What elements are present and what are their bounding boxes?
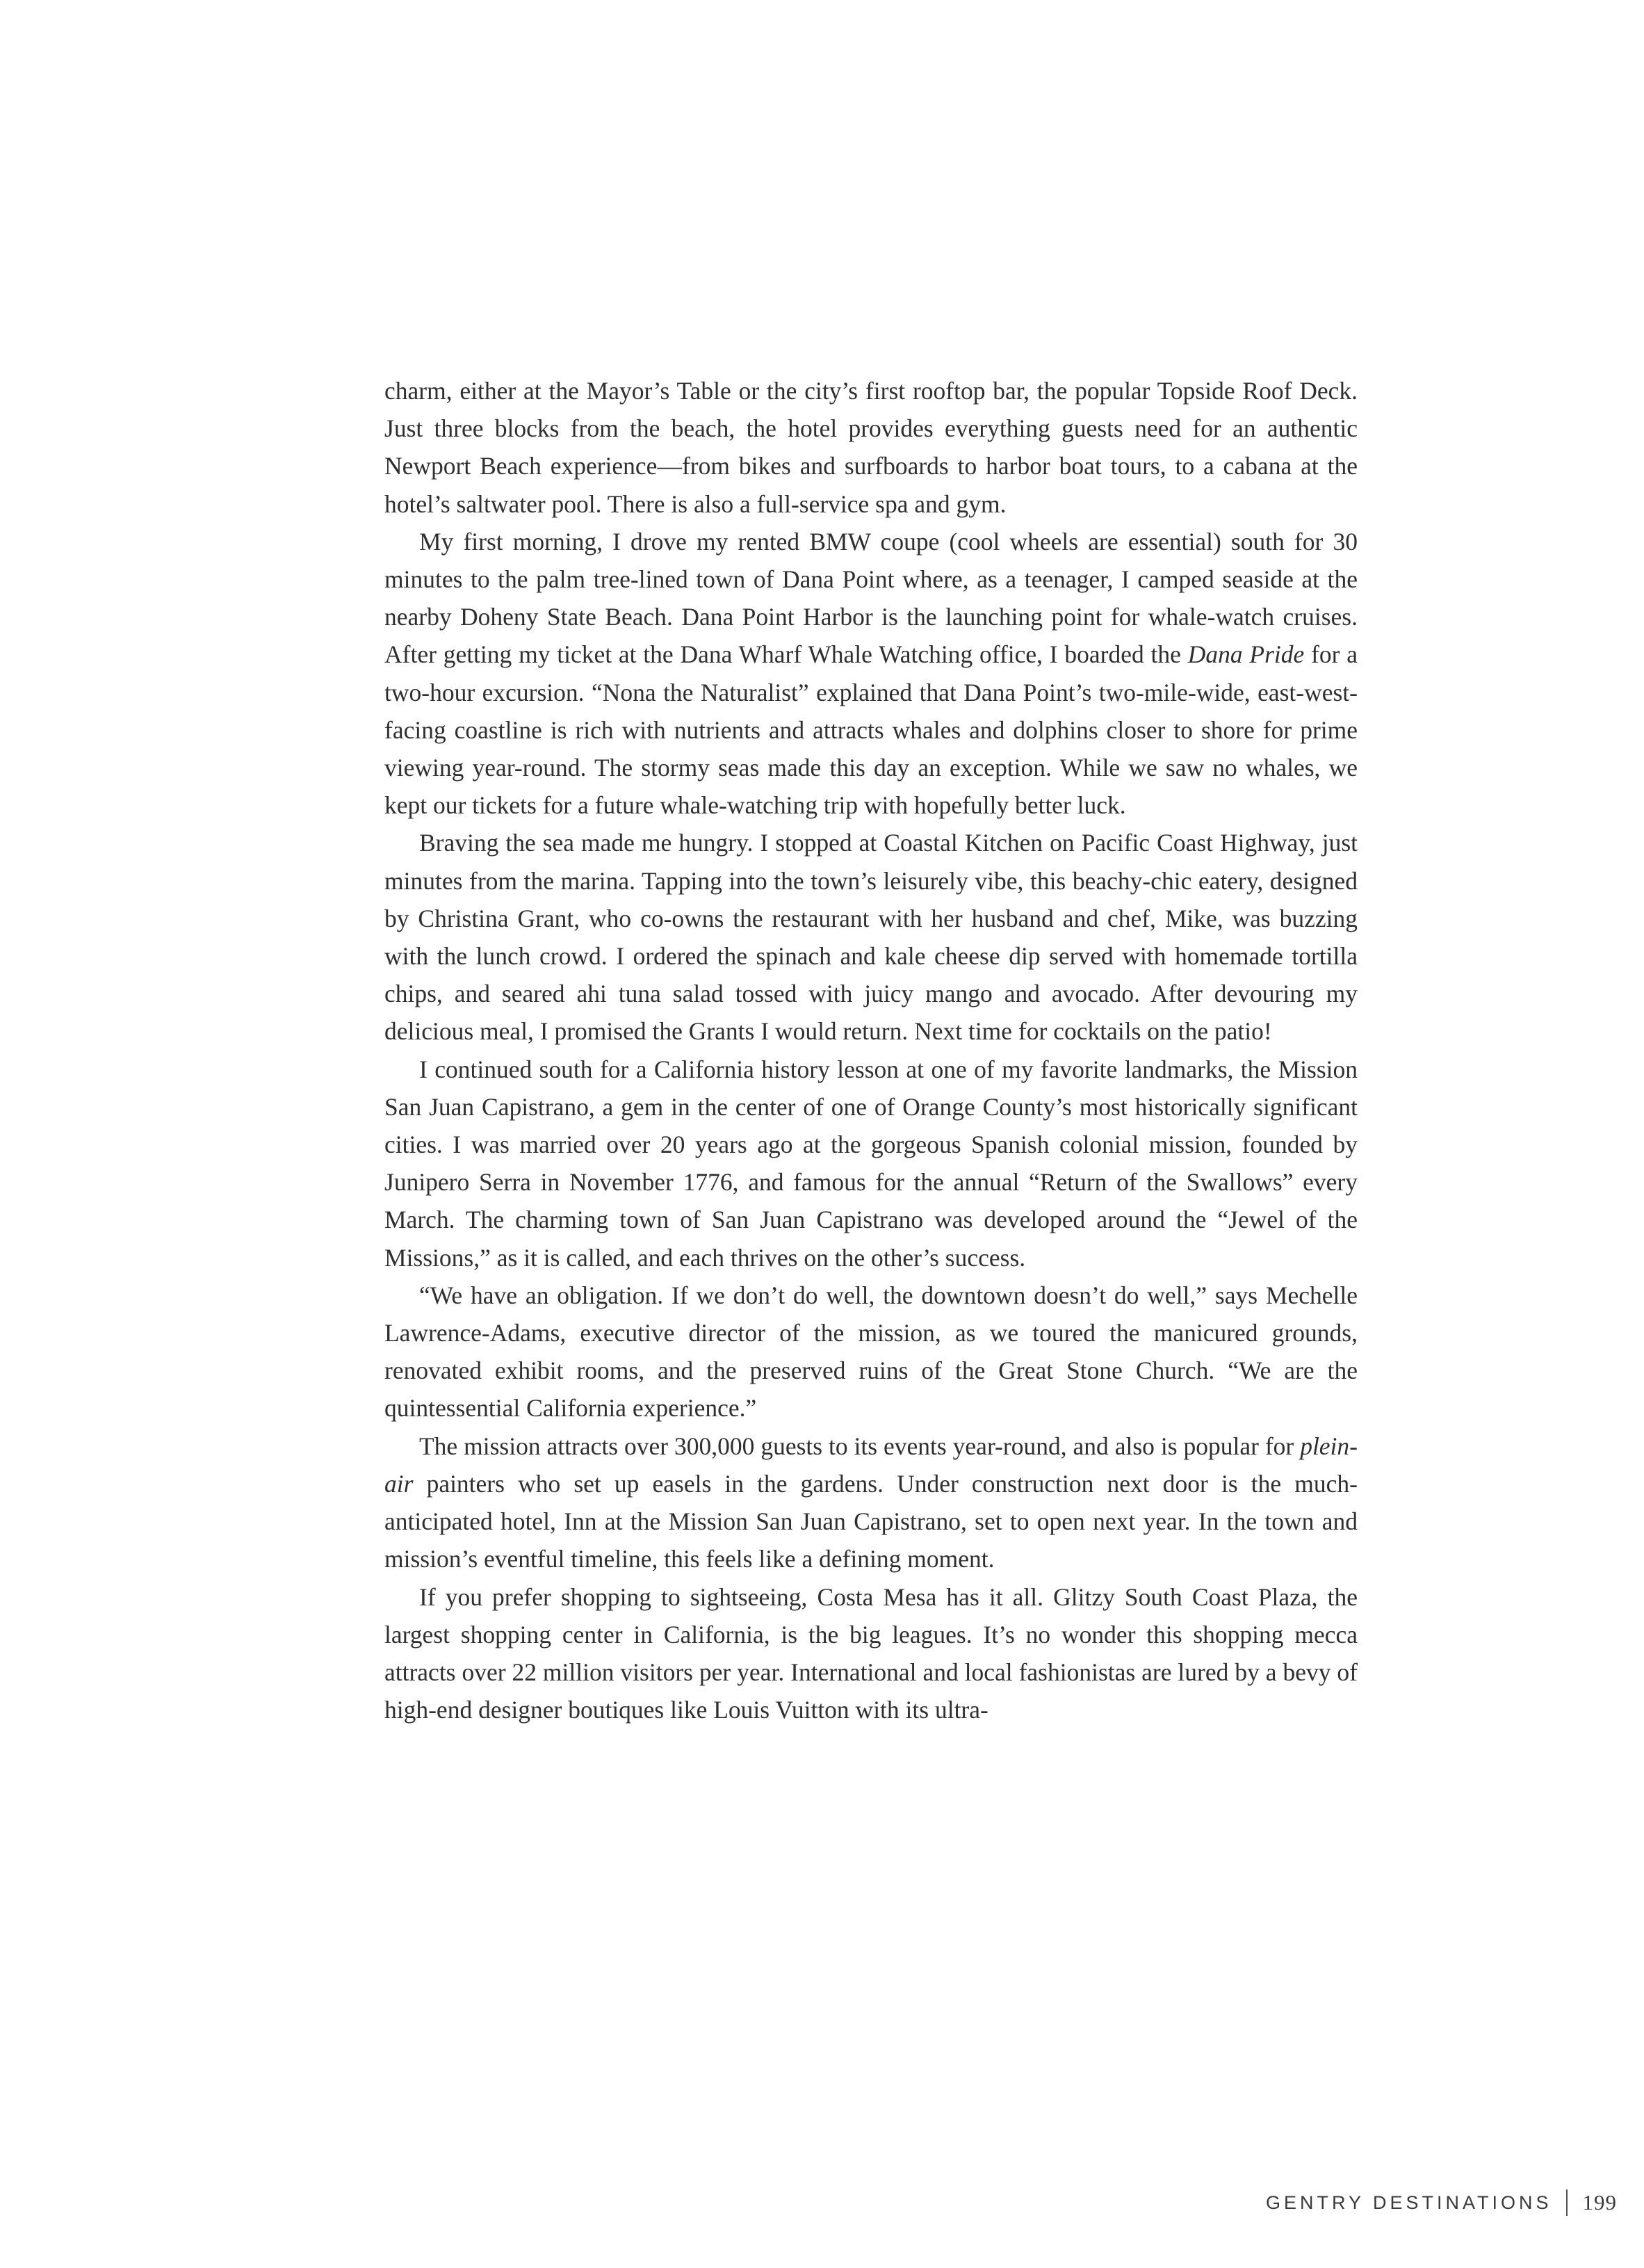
paragraph-mission-events-text-2: painters who set up easels in the gardens. Under construction next door is the much-anticipated hotel, Inn at the Mission San Juan Capistrano, set to open next year. In the town and mission’s eventful timeline, this feels like a defining moment.: [384, 1469, 1358, 1573]
section-title: GENTRY DESTINATIONS: [1265, 2192, 1552, 2213]
paragraph-coastal-kitchen: Braving the sea made me hungry. I stopped at Coastal Kitchen on Pacific Coast Highway, just minutes from the marina. Tapping into the town’s leisurely vibe, this beachy-chic eatery, designed by Christina Grant, who co-owns the restaurant with her husband and chef, Mike, was buzzing with the lunch crowd. I ordered the spinach and kale cheese dip served with homemade tortilla chips, and seared ahi tuna salad tossed with juicy mango and avocado. After devouring my delicious meal, I promised the Grants I would return. Next time for cocktails on the patio!: [384, 829, 1358, 1046]
footer-divider: [1566, 2189, 1568, 2216]
paragraph-mission-events: [384, 1427, 1358, 1578]
article-body: [384, 372, 1358, 1728]
page-footer: [1266, 2189, 1617, 2217]
paragraph-hotel: charm, either at the Mayor’s Table or the city’s first rooftop bar, the popular Topside Roof Deck. Just three blocks from the beach, the hotel provides everything guests need for an authentic Newport Beach experience—from bikes and surfboards to harbor boat tours, to a cabana at the hotel’s saltwater pool. There is also a full-service spa and gym.: [384, 377, 1358, 518]
paragraph-quote: “We have an obligation. If we don’t do well, the downtown doesn’t do well,” says Mechelle Lawrence-Adams, executive director of the mission, as we toured the manicured grounds, renovated exhibit rooms, and the preserved ruins of the Great Stone Church. “We are the quintessential California experience.”: [384, 1281, 1358, 1423]
paragraph-shopping: If you prefer shopping to sightseeing, Costa Mesa has it all. Glitzy South Coast Plaza, the largest shopping center in California, is the big leagues. It’s no wonder this shopping mecca attracts over 22 million visitors per year. International and local fashionistas are lured by a bevy of high-end designer boutiques like Louis Vuitton with its ultra-: [384, 1582, 1358, 1724]
page-number: 199: [1582, 2190, 1617, 2214]
plein-air-italic: plein-air: [384, 1432, 1358, 1498]
paragraph-dana-point-text-1: My first morning, I drove my rented BMW coupe (cool wheels are essential) south for 30 minutes to the palm tree-lined town of Dana Point where, as a teenager, I camped seaside at the nearby Doheny State Beach. Dana Point Harbor is the launching point for whale-watch cruises. After getting my ticket at the Dana Wharf Whale Watching office, I boarded the: [384, 527, 1358, 669]
boat-name-italic: Dana Pride: [1187, 640, 1305, 669]
paragraph-mission: I continued south for a California history lesson at one of my favorite landmarks, the Mission San Juan Capistrano, a gem in the center of one of Orange County’s most historically significant cities. I was married over 20 years ago at the gorgeous Spanish colonial mission, founded by Junipero Serra in November 1776, and famous for the annual “Return of the Swallows” every March. The charming town of San Juan Capistrano was developed around the “Jewel of the Missions,” as it is called, and each thrives on the other’s success.: [384, 1055, 1358, 1272]
paragraph-dana-point: [384, 523, 1358, 825]
paragraph-dana-point-text-2: for a two-hour excursion. “Nona the Naturalist” explained that Dana Point’s two-mile-wide, east-west-facing coastline is rich with nutrients and attracts whales and dolphins closer to shore for prime viewing year-round. The stormy seas made this day an exception. While we saw no whales, we kept our tickets for a future whale-watching trip with hopefully better luck.: [384, 640, 1358, 820]
paragraph-mission-events-text-1: The mission attracts over 300,000 guests to its events year-round, and also is popular for: [419, 1432, 1301, 1460]
